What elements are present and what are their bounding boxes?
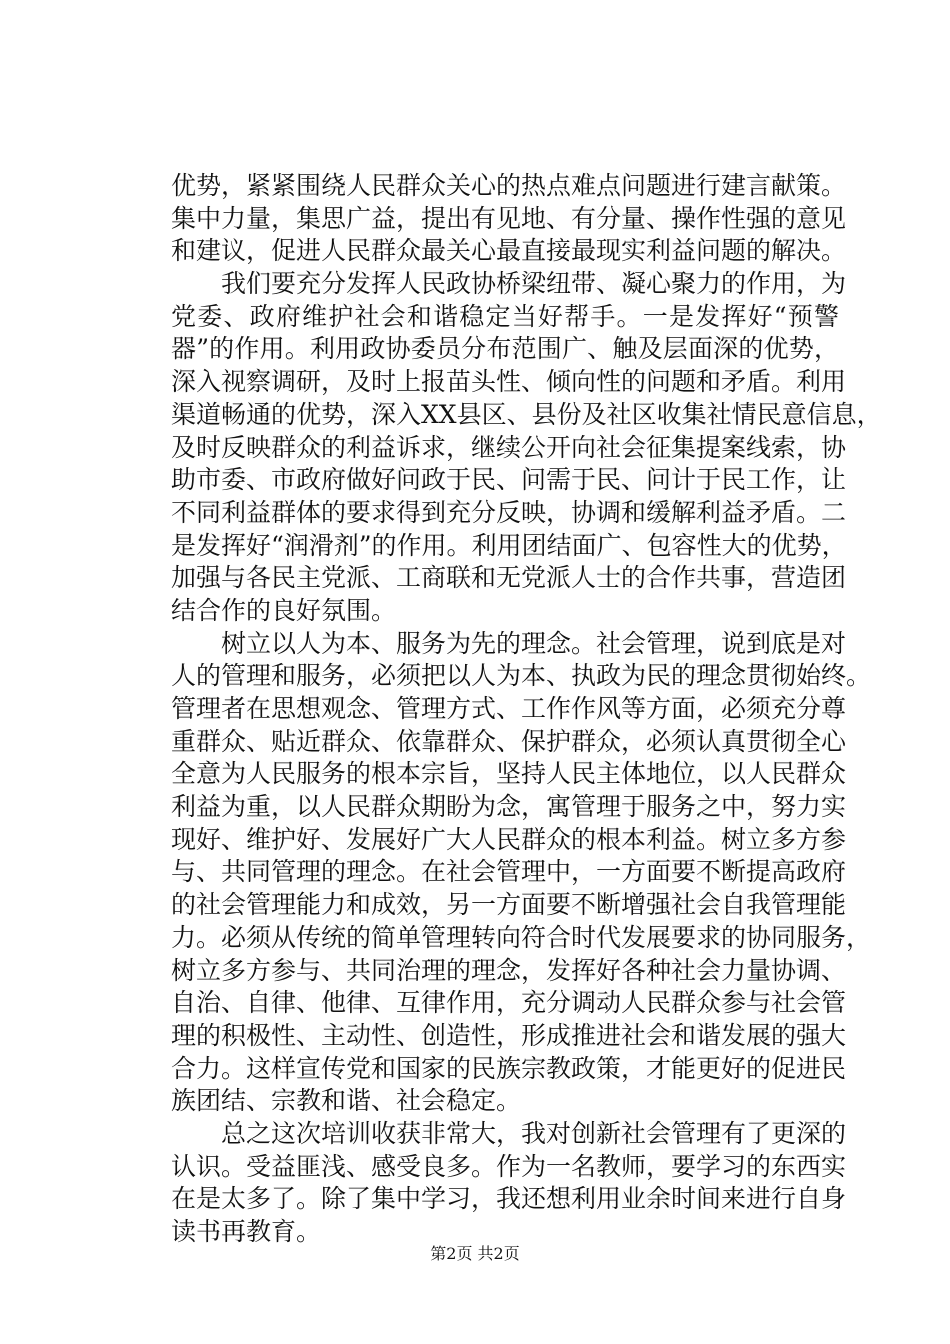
text-line: 重群众、贴近群众、依靠群众、保护群众，必须认真贯彻全心 — [171, 726, 847, 756]
text-line: 与、共同管理的理念。在社会管理中，一方面要不断提高政府 — [171, 857, 847, 887]
document-body — [171, 170, 882, 1249]
text-line: 及时反映群众的利益诉求，继续公开向社会征集提案线索，协 — [171, 432, 847, 462]
paragraph-first-line: 我们要充分发挥人民政协桥梁纽带、凝心聚力的作用，为 — [221, 269, 847, 299]
text-line: 渠道畅通的优势，深入XX县区、县份及社区收集社情民意信息， — [171, 399, 882, 429]
text-line: 是发挥好“润滑剂”的作用。利用团结面广、包容性大的优势， — [171, 530, 847, 560]
text-line: 深入视察调研，及时上报苗头性、倾向性的问题和矛盾。利用 — [171, 367, 847, 397]
paragraph-first-line: 总之这次培训收获非常大，我对创新社会管理有了更深的 — [221, 1118, 847, 1148]
text-line: 不同利益群体的要求得到充分反映，协调和缓解利益矛盾。二 — [171, 497, 847, 527]
text-line: 党委、政府维护社会和谐稳定当好帮手。一是发挥好“预警 — [171, 301, 839, 331]
text-line: 合力。这样宣传党和国家的民族宗教政策，才能更好的促进民 — [171, 1053, 847, 1083]
text-line: 集中力量，集思广益，提出有见地、有分量、操作性强的意见 — [171, 203, 847, 233]
text-line: 理的积极性、主动性、创造性，形成推进社会和谐发展的强大 — [171, 1020, 847, 1050]
text-line: 器”的作用。利用政协委员分布范围广、触及层面深的优势， — [171, 334, 839, 364]
text-line: 树立多方参与、共同治理的理念，发挥好各种社会力量协调、 — [171, 955, 847, 985]
text-line: 人的管理和服务，必须把以人为本、执政为民的理念贯彻始终。 — [171, 661, 872, 691]
text-line: 读书再教育。 — [171, 1217, 322, 1246]
text-line: 现好、维护好、发展好广大人民群众的根本利益。树立多方参 — [171, 824, 847, 854]
text-line: 的社会管理能力和成效，另一方面要不断增强社会自我管理能 — [171, 890, 847, 920]
text-line: 加强与各民主党派、工商联和无党派人士的合作共事，营造团 — [171, 563, 847, 593]
text-line: 优势，紧紧围绕人民群众关心的热点难点问题进行建言献策。 — [171, 171, 847, 200]
text-line: 助市委、市政府做好问政于民、问需于民、问计于民工作，让 — [171, 465, 847, 495]
text-line: 管理者在思想观念、管理方式、工作作风等方面，必须充分尊 — [171, 694, 847, 723]
text-line: 自治、自律、他律、互律作用，充分调动人民群众参与社会管 — [171, 988, 847, 1018]
paragraph-first-line: 树立以人为本、服务为先的理念。社会管理，说到底是对 — [221, 628, 847, 658]
text-line: 全意为人民服务的根本宗旨，坚持人民主体地位，以人民群众 — [171, 759, 847, 789]
text-line: 力。必须从传统的简单管理转向符合时代发展要求的协同服务， — [171, 922, 872, 952]
text-line: 族团结、宗教和谐、社会稳定。 — [171, 1086, 522, 1116]
text-line: 在是太多了。除了集中学习，我还想利用业余时间来进行自身 — [171, 1184, 847, 1214]
text-line: 结合作的良好氛围。 — [171, 595, 397, 625]
text-line: 利益为重，以人民群众期盼为念，寓管理于服务之中，努力实 — [171, 792, 847, 822]
text-line: 和建议，促进人民群众最关心最直接最现实利益问题的解决。 — [171, 236, 847, 266]
page-footer: 第2页 共2页 — [430, 1244, 520, 1263]
text-line: 认识。受益匪浅、感受良多。作为一名教师，要学习的东西实 — [171, 1151, 847, 1181]
